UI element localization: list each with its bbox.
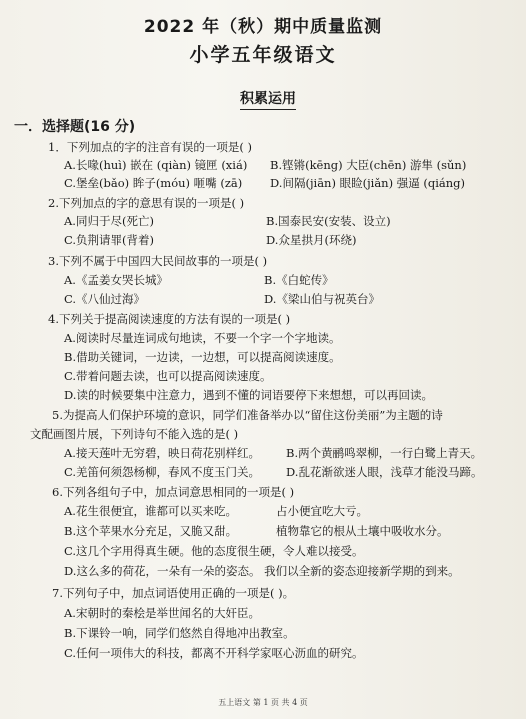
part-heading: 积累运用 <box>240 88 296 110</box>
question-5-option-c: C.羌笛何须怨杨柳，春风不度玉门关。 <box>64 465 261 479</box>
question-7-option-a: A.宋朝时的秦桧是举世闻名的大奸臣。 <box>64 606 260 620</box>
question-3-option-d: D.《梁山伯与祝英台》 <box>264 292 380 306</box>
question-7-option-c: C.任何一项伟大的科技，都离不开科学家呕心沥血的研究。 <box>64 646 364 660</box>
question-2-option-a: A.同归于尽(死亡) <box>64 214 154 228</box>
question-3-stem: 3.下列不属于中国四大民间故事的一项是( ) <box>48 254 268 268</box>
question-6-option-c: C.这几个字用得真生硬。他的态度很生硬，令人难以接受。 <box>64 544 364 558</box>
exam-title: 2022 年（秋）期中质量监测 <box>143 17 383 37</box>
question-3-option-b: B.《白蛇传》 <box>264 273 334 287</box>
question-5-stem-line-1: 5.为提高人们保护环境的意识，同学们准备举办以“留住这份美丽”为主题的诗 <box>52 408 443 422</box>
question-6-option-a-sentence-2: 占小便宜吃大亏。 <box>276 504 368 518</box>
question-1-stem: 1．下列加点的字的注音有误的一项是( ) <box>48 140 252 154</box>
section-heading: 一．选择题(16 分) <box>14 119 136 135</box>
question-4-stem: 4.下列关于提高阅读速度的方法有误的一项是( ) <box>48 312 291 326</box>
question-2-option-d: D.众星拱月(环绕) <box>266 233 357 247</box>
question-2-stem: 2.下列加点的字的意思有误的一项是( ) <box>48 196 245 210</box>
question-1-option-d: D.间隔(jiān) 眼睑(jiǎn) 强逼 (qiáng) <box>270 176 466 190</box>
exam-subject: 小学五年级语文 <box>189 44 337 66</box>
question-1-option-a: A.长喙(huì) 嵌在 (qiàn) 镜匣 (xiá) <box>64 158 248 172</box>
question-4-option-c: C.带着问题去读，也可以提高阅读速度。 <box>64 369 272 383</box>
question-5-stem-line-2: 文配画图片展，下列诗句不能入选的是( ) <box>30 427 239 441</box>
question-3-option-a: A.《孟姜女哭长城》 <box>64 273 168 287</box>
question-2-option-c: C.负荆请罪(背着) <box>64 233 155 247</box>
question-6-option-a-sentence-1: A.花生很便宜，谁都可以买来吃。 <box>64 504 237 518</box>
question-7-option-b: B.下课铃一响，同学们悠然自得地冲出教室。 <box>64 626 295 640</box>
question-5-option-d: D.乱花渐欲迷人眼，浅草才能没马蹄。 <box>286 465 483 479</box>
question-4-option-b: B.借助关键词，一边读，一边想，可以提高阅读速度。 <box>64 350 341 364</box>
question-5-option-b: B.两个黄鹂鸣翠柳，一行白鹭上青天。 <box>286 446 483 460</box>
page-footer: 五上语文 第 1 页 共 4 页 <box>218 698 308 707</box>
question-6-option-b-sentence-1: B.这个苹果水分充足，又脆又甜。 <box>64 524 238 538</box>
question-6-option-b-sentence-2: 植物靠它的根从土壤中吸收水分。 <box>276 524 449 538</box>
question-7-stem: 7.下列句子中，加点词语使用正确的一项是( )。 <box>52 586 295 600</box>
question-4-option-d: D.读的时候要集中注意力，遇到不懂的词语要停下来想想，可以再回读。 <box>64 388 433 402</box>
question-3-option-c: C.《八仙过海》 <box>64 292 146 306</box>
question-6-stem: 6.下列各组句子中，加点词意思相同的一项是( ) <box>52 485 295 499</box>
question-2-option-b: B.国泰民安(安装、设立) <box>266 214 391 228</box>
question-1-option-c: C.堡垒(bǎo) 眸子(móu) 咂嘴 (zā) <box>64 176 243 190</box>
question-5-option-a: A.接天莲叶无穷碧，映日荷花别样红。 <box>64 446 260 460</box>
question-4-option-a: A.阅读时尽量连词成句地读，不要一个字一个字地读。 <box>64 331 341 345</box>
question-6-option-d: D.这么多的荷花，一朵有一朵的姿态。 我们以全新的姿态迎接新学期的到来。 <box>64 564 460 578</box>
question-1-option-b: B.铿锵(kēng) 大臣(chēn) 游隼 (sǔn) <box>270 158 467 172</box>
